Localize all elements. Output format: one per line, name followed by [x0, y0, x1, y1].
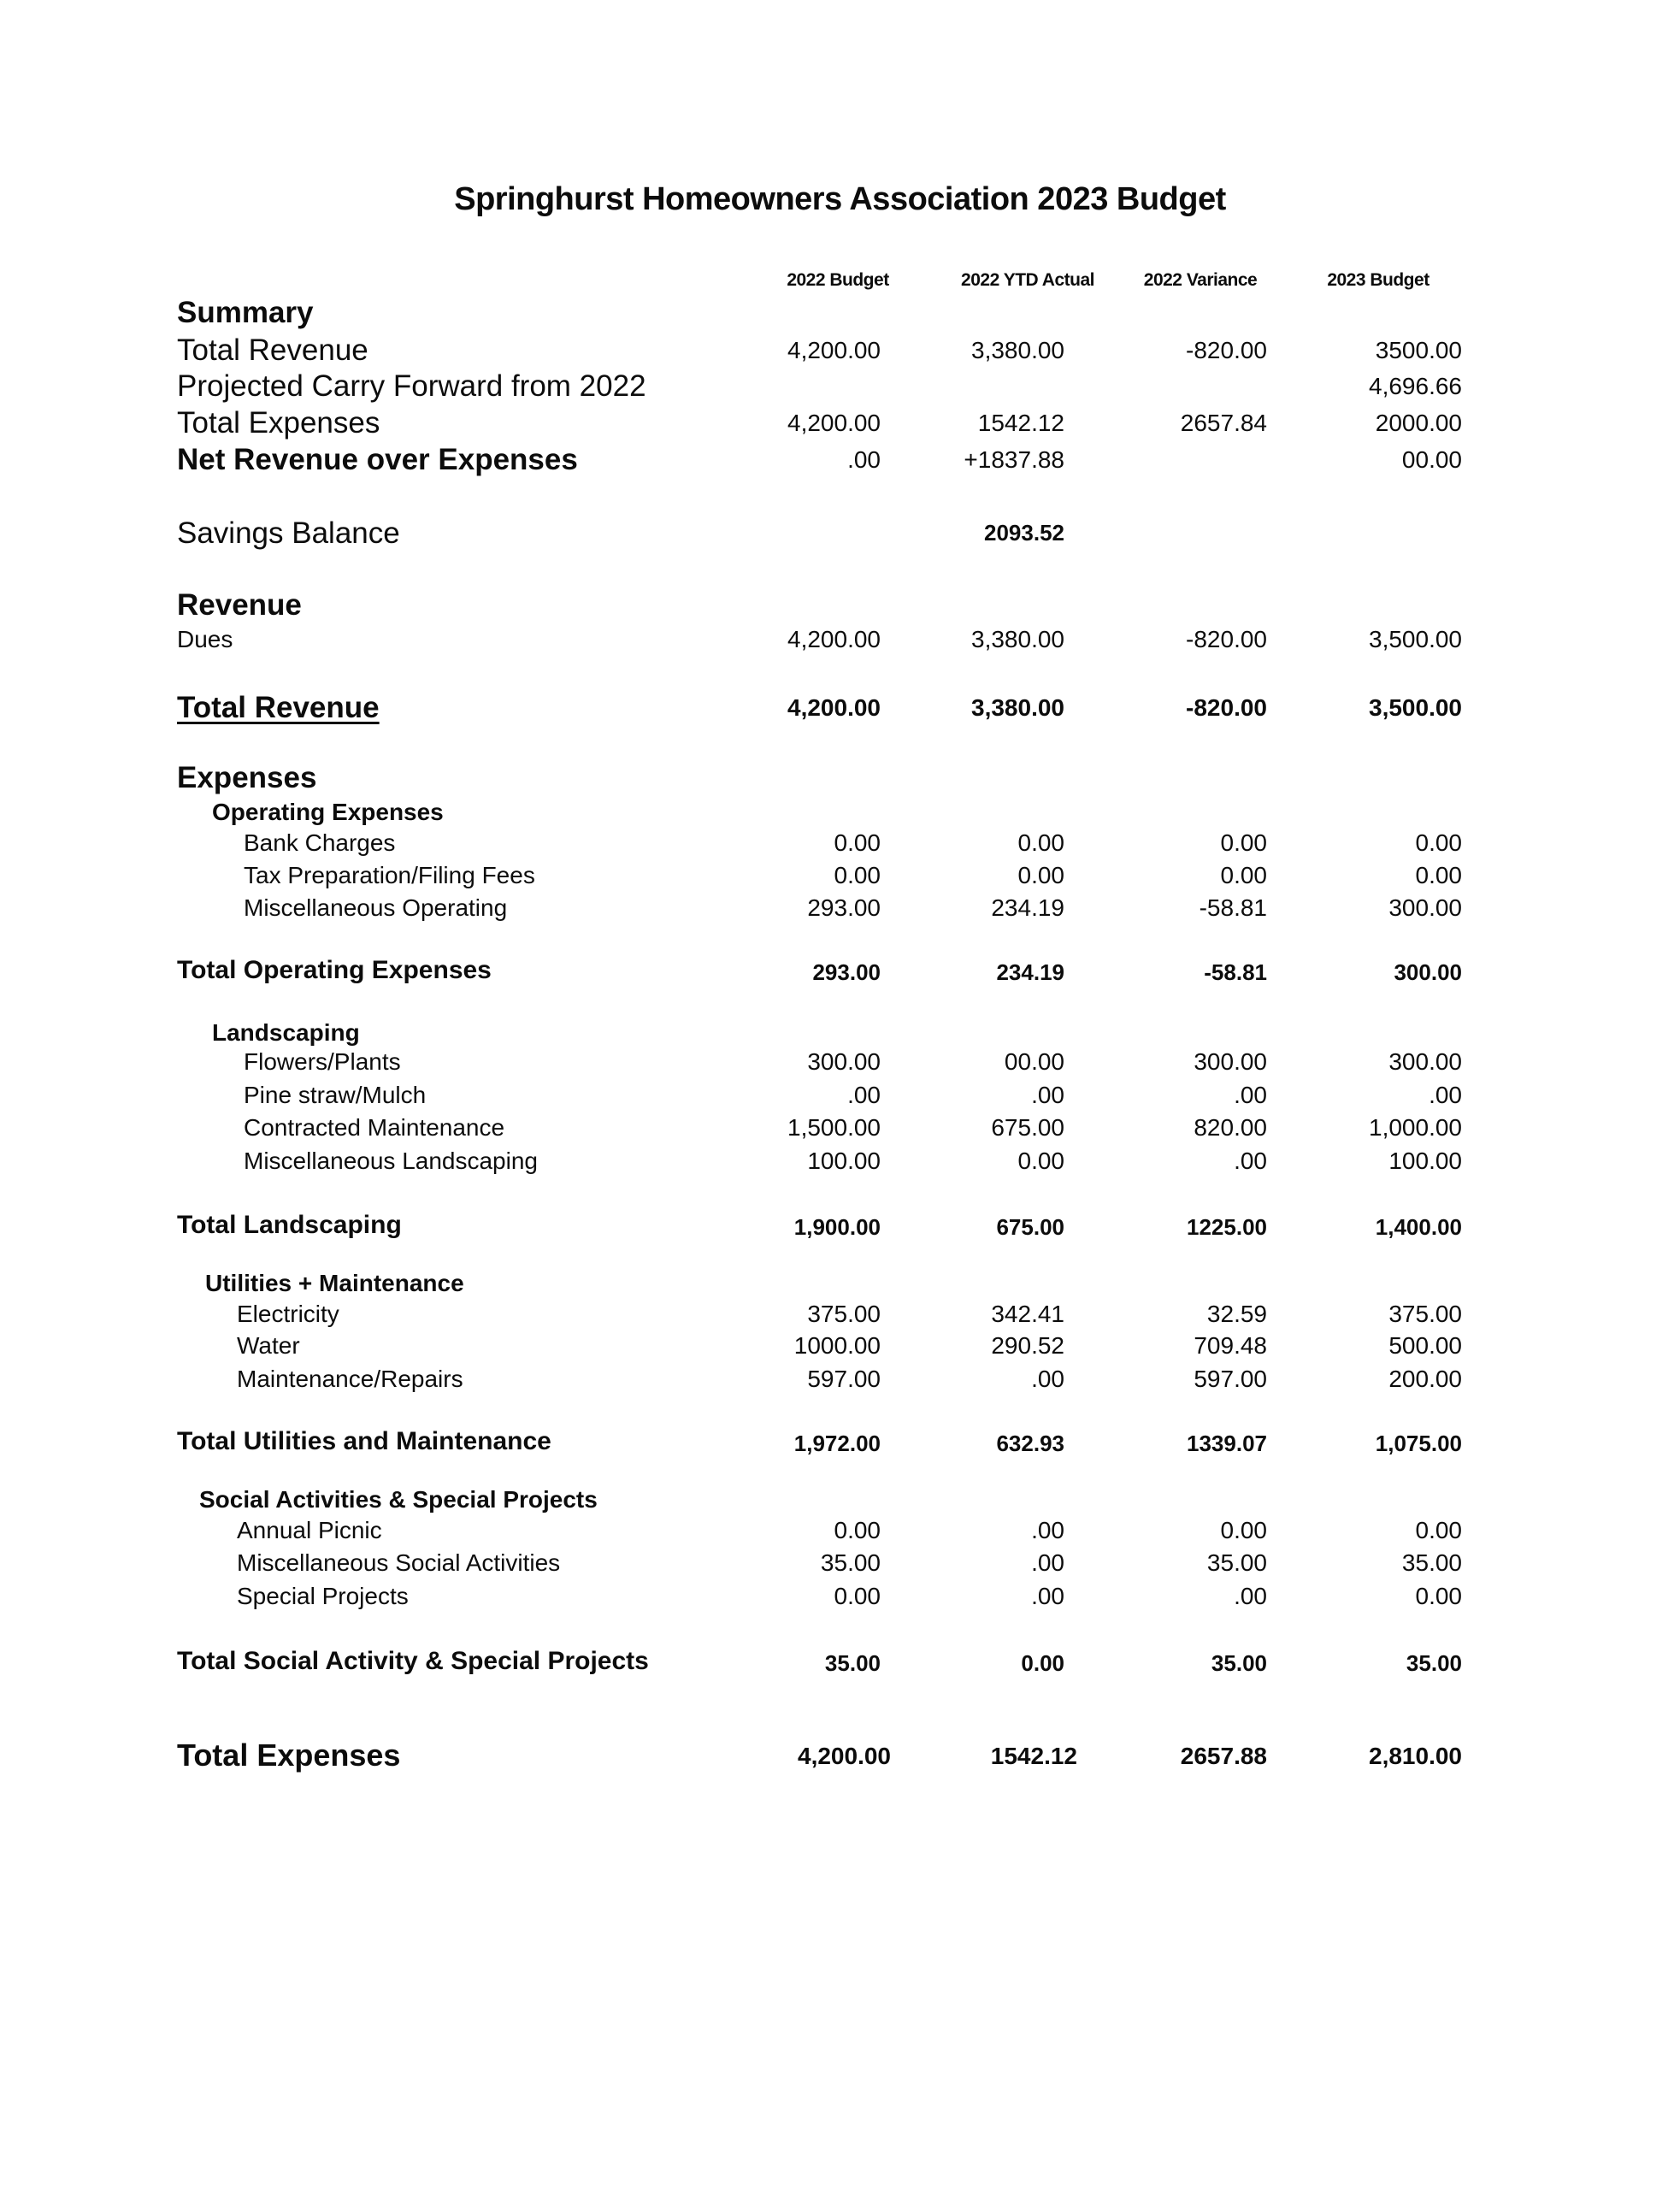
- row-label: Pine straw/Mulch: [244, 1082, 427, 1108]
- row-label: Miscellaneous Social Activities: [237, 1549, 561, 1576]
- row-label: Electricity: [237, 1301, 339, 1327]
- row-label: Total Social Activity & Special Projects: [177, 1647, 649, 1675]
- cell-2023-budget: 0.00: [1415, 862, 1462, 888]
- cell-2022-budget: .00: [847, 446, 881, 473]
- row-label: Projected Carry Forward from 2022: [177, 369, 646, 403]
- cell-2022-variance: -58.81: [1199, 894, 1267, 921]
- cell-2023-budget: 0.00: [1415, 1517, 1462, 1543]
- cell-2022-ytd-actual: .00: [1031, 1549, 1064, 1576]
- row-label: Net Revenue over Expenses: [177, 443, 578, 476]
- cell-2023-budget: 300.00: [1394, 959, 1462, 985]
- row-label: Annual Picnic: [237, 1517, 382, 1543]
- cell-2023-budget: 1,000.00: [1369, 1114, 1462, 1141]
- group-heading: Operating Expenses: [212, 799, 444, 825]
- cell-2022-ytd-actual: 3,380.00: [971, 626, 1064, 652]
- cell-2022-budget: 1000.00: [793, 1332, 881, 1359]
- cell-2023-budget: 375.00: [1388, 1301, 1462, 1327]
- cell-2022-budget: 375.00: [807, 1301, 881, 1327]
- cell-2022-budget: 4,200.00: [798, 1743, 891, 1769]
- cell-2022-variance: 35.00: [1211, 1650, 1267, 1676]
- cell-2022-variance: .00: [1234, 1082, 1267, 1108]
- row-label: Miscellaneous Operating: [244, 894, 508, 921]
- cell-2022-variance: 0.00: [1220, 1517, 1267, 1543]
- cell-2022-ytd-actual: 1542.12: [990, 1743, 1077, 1769]
- column-header-2022-budget: 2022 Budget: [787, 270, 889, 290]
- cell-2022-ytd-actual: .00: [1031, 1517, 1064, 1543]
- cell-2023-budget: 2,810.00: [1369, 1743, 1462, 1769]
- cell-2023-budget: 3500.00: [1375, 337, 1462, 363]
- cell-2022-variance: 709.48: [1194, 1332, 1267, 1359]
- cell-2023-budget: 35.00: [1401, 1549, 1462, 1576]
- revenue-row-dues: [0, 626, 1680, 660]
- expense-row: [0, 1549, 1680, 1584]
- row-label: Total Revenue: [177, 333, 368, 367]
- cell-2022-ytd-actual: 1542.12: [977, 410, 1064, 436]
- cell-2022-ytd-actual: 632.93: [996, 1431, 1064, 1456]
- cell-2022-budget: 4,200.00: [787, 410, 881, 436]
- expenses-grand-total-row: [0, 1738, 1680, 1772]
- cell-2022-variance: 597.00: [1194, 1366, 1267, 1392]
- expense-row: [0, 1148, 1680, 1182]
- cell-2022-variance: 820.00: [1194, 1114, 1267, 1141]
- row-label: Savings Balance: [177, 516, 400, 550]
- cell-2022-budget: 0.00: [834, 829, 881, 856]
- section-heading-summary: [0, 296, 1680, 330]
- cell-2023-budget: 35.00: [1406, 1650, 1462, 1676]
- expense-row: [0, 1366, 1680, 1400]
- group-heading: Social Activities & Special Projects: [199, 1486, 598, 1513]
- cell-2022-budget: 35.00: [820, 1549, 881, 1576]
- cell-2022-budget: .00: [847, 1082, 881, 1108]
- row-label: Total Revenue: [177, 691, 380, 724]
- cell-2023-budget: 3,500.00: [1369, 694, 1462, 721]
- group-heading-utilities: [0, 1270, 1680, 1304]
- row-label: Dues: [177, 626, 233, 652]
- row-label: Total Utilities and Maintenance: [177, 1427, 551, 1455]
- cell-2022-budget: 0.00: [834, 1517, 881, 1543]
- row-label: Miscellaneous Landscaping: [244, 1148, 538, 1174]
- document-title: Springhurst Homeowners Association 2023 Budget: [454, 181, 1226, 217]
- row-label: Flowers/Plants: [244, 1048, 401, 1075]
- cell-2022-ytd-actual: 3,380.00: [971, 694, 1064, 721]
- cell-2023-budget: 2000.00: [1375, 410, 1462, 436]
- cell-2022-variance: 0.00: [1220, 829, 1267, 856]
- cell-2023-budget: 4,696.66: [1369, 373, 1462, 399]
- cell-2022-ytd-actual: +1837.88: [964, 446, 1064, 473]
- cell-2022-ytd-actual: 675.00: [996, 1214, 1064, 1240]
- cell-2022-budget: 293.00: [807, 894, 881, 921]
- cell-2022-budget: 35.00: [824, 1650, 881, 1676]
- expense-row: [0, 829, 1680, 864]
- cell-2022-budget: 597.00: [807, 1366, 881, 1392]
- section-heading: Expenses: [177, 761, 317, 794]
- expense-row: [0, 1332, 1680, 1366]
- group-heading: Utilities + Maintenance: [205, 1270, 464, 1296]
- summary-row-savings-balance: [0, 516, 1680, 551]
- cell-2022-ytd-actual: 675.00: [991, 1114, 1064, 1141]
- column-header-2022-ytd-actual: 2022 YTD Actual: [961, 270, 1094, 290]
- group-total-landscaping: [0, 1211, 1680, 1245]
- cell-2022-budget: 293.00: [812, 959, 881, 985]
- group-heading-operating: [0, 799, 1680, 833]
- section-heading-expenses: [0, 761, 1680, 795]
- section-heading: Summary: [177, 296, 314, 329]
- cell-2023-budget: 100.00: [1388, 1148, 1462, 1174]
- group-heading: Landscaping: [212, 1019, 360, 1046]
- cell-2022-ytd-actual: .00: [1031, 1583, 1064, 1609]
- cell-2022-ytd-actual: 342.41: [991, 1301, 1064, 1327]
- cell-2022-budget: 0.00: [834, 862, 881, 888]
- cell-2022-ytd-actual: 0.00: [1021, 1650, 1064, 1676]
- cell-2022-budget: 4,200.00: [787, 694, 881, 721]
- row-label: Tax Preparation/Filing Fees: [244, 862, 535, 888]
- cell-2022-variance: 2657.84: [1180, 410, 1267, 436]
- summary-row-total-revenue: [0, 333, 1680, 368]
- cell-2023-budget: 1,400.00: [1375, 1214, 1462, 1240]
- cell-2023-budget: 0.00: [1415, 829, 1462, 856]
- column-header-2023-budget: 2023 Budget: [1327, 270, 1429, 290]
- expense-row: [0, 1301, 1680, 1335]
- row-label: Bank Charges: [244, 829, 396, 856]
- summary-row-net-revenue: [0, 443, 1680, 477]
- cell-2022-budget: 1,900.00: [793, 1214, 881, 1240]
- cell-2022-ytd-actual: .00: [1031, 1366, 1064, 1392]
- cell-2022-budget: 1,972.00: [793, 1431, 881, 1456]
- cell-2022-variance: .00: [1234, 1583, 1267, 1609]
- row-label: Maintenance/Repairs: [237, 1366, 463, 1392]
- cell-2022-variance: .00: [1234, 1148, 1267, 1174]
- row-label: Contracted Maintenance: [244, 1114, 505, 1141]
- expense-row: [0, 1583, 1680, 1617]
- cell-2022-variance: 300.00: [1194, 1048, 1267, 1075]
- cell-2023-budget: 200.00: [1388, 1366, 1462, 1392]
- cell-2022-ytd-actual: 00.00: [1004, 1048, 1064, 1075]
- row-label: Total Operating Expenses: [177, 956, 492, 984]
- cell-2022-ytd-actual: 0.00: [1017, 1148, 1064, 1174]
- cell-2023-budget: 500.00: [1388, 1332, 1462, 1359]
- cell-2022-budget: 4,200.00: [787, 337, 881, 363]
- cell-2022-budget: 300.00: [807, 1048, 881, 1075]
- row-label: Special Projects: [237, 1583, 409, 1609]
- cell-2023-budget: .00: [1429, 1082, 1462, 1108]
- cell-2022-budget: 1,500.00: [787, 1114, 881, 1141]
- cell-2022-variance: -58.81: [1204, 959, 1267, 985]
- summary-row-total-expenses: [0, 406, 1680, 440]
- cell-2022-variance: -820.00: [1186, 626, 1267, 652]
- cell-2022-ytd-actual: 0.00: [1017, 829, 1064, 856]
- expense-row: [0, 1517, 1680, 1551]
- expense-row: [0, 1114, 1680, 1148]
- section-heading-revenue: [0, 588, 1680, 622]
- cell-2023-budget: 1,075.00: [1375, 1431, 1462, 1456]
- cell-2022-ytd-actual: 0.00: [1017, 862, 1064, 888]
- cell-2023-budget: 00.00: [1401, 446, 1462, 473]
- cell-2023-budget: 0.00: [1415, 1583, 1462, 1609]
- row-label: Water: [237, 1332, 300, 1359]
- cell-2022-variance: 0.00: [1220, 862, 1267, 888]
- cell-2023-budget: 300.00: [1388, 894, 1462, 921]
- expense-row: [0, 894, 1680, 929]
- summary-row-carry-forward: [0, 369, 1680, 404]
- cell-2022-ytd-actual: 234.19: [991, 894, 1064, 921]
- section-heading: Revenue: [177, 588, 302, 622]
- row-label: Total Landscaping: [177, 1211, 402, 1239]
- group-total-social: [0, 1647, 1680, 1681]
- cell-2022-budget: 0.00: [834, 1583, 881, 1609]
- row-label: Total Expenses: [177, 1738, 401, 1773]
- cell-2022-variance: 2657.88: [1180, 1743, 1267, 1769]
- group-total-operating: [0, 956, 1680, 990]
- expense-row: [0, 862, 1680, 896]
- row-label: Total Expenses: [177, 406, 380, 440]
- cell-2023-budget: 300.00: [1388, 1048, 1462, 1075]
- revenue-total-row: [0, 691, 1680, 725]
- cell-2022-ytd-actual: 3,380.00: [971, 337, 1064, 363]
- cell-2023-budget: 3,500.00: [1369, 626, 1462, 652]
- cell-2022-budget: 100.00: [807, 1148, 881, 1174]
- cell-2022-ytd-actual: 234.19: [996, 959, 1064, 985]
- group-total-utilities: [0, 1427, 1680, 1461]
- cell-2022-variance: 32.59: [1206, 1301, 1267, 1327]
- cell-2022-variance: -820.00: [1186, 337, 1267, 363]
- cell-2022-variance: -820.00: [1186, 694, 1267, 721]
- cell-2022-variance: 35.00: [1206, 1549, 1267, 1576]
- expense-row: [0, 1048, 1680, 1083]
- cell-2022-variance: 1339.07: [1187, 1431, 1267, 1456]
- cell-2022-ytd-actual: 2093.52: [984, 520, 1064, 546]
- cell-2022-ytd-actual: .00: [1031, 1082, 1064, 1108]
- cell-2022-variance: 1225.00: [1187, 1214, 1267, 1240]
- column-header-2022-variance: 2022 Variance: [1143, 270, 1258, 290]
- expense-row: [0, 1082, 1680, 1116]
- group-heading-social: [0, 1486, 1680, 1520]
- cell-2022-budget: 4,200.00: [787, 626, 881, 652]
- cell-2022-ytd-actual: 290.52: [991, 1332, 1064, 1359]
